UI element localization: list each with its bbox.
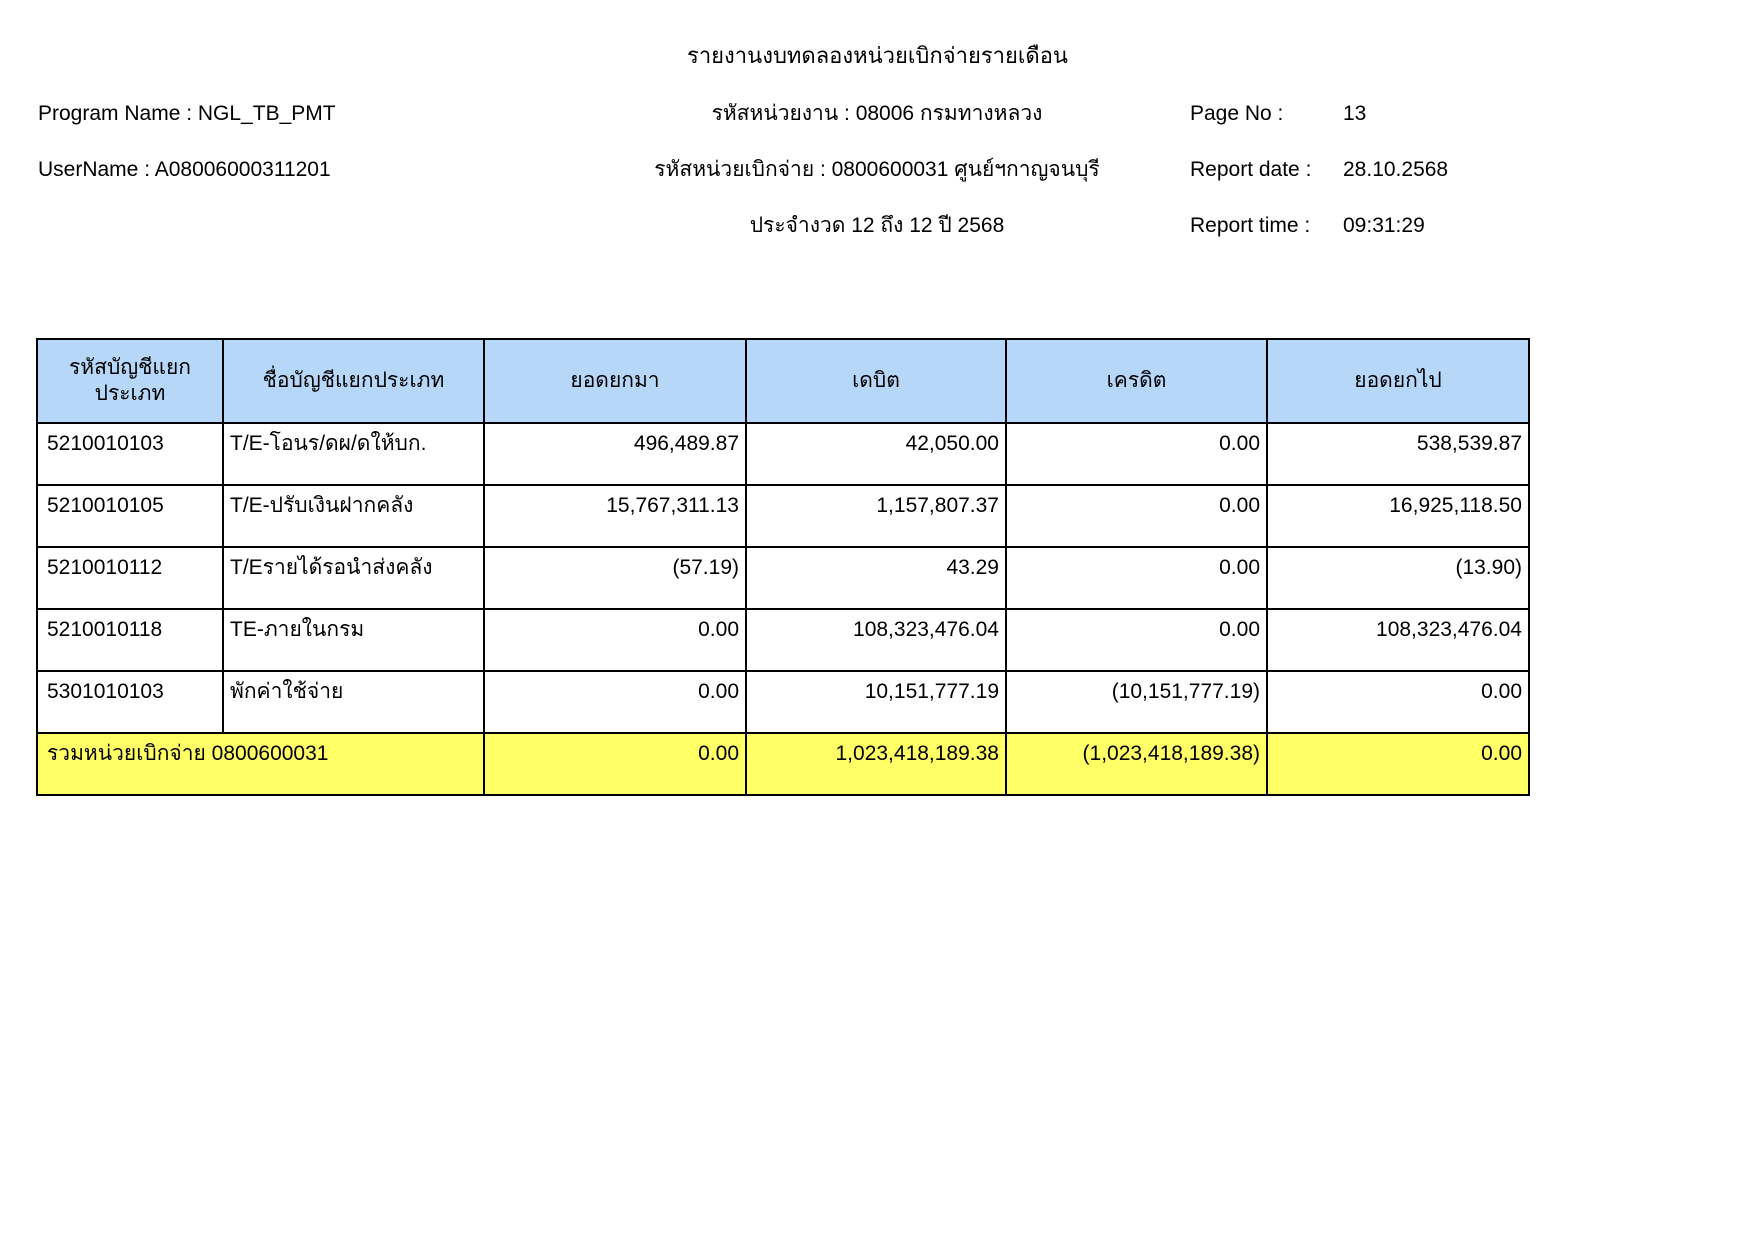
table-header-row xyxy=(37,339,1529,423)
column-header-credit: เครดิต xyxy=(1006,339,1267,423)
total-row xyxy=(37,733,1529,795)
carry-forward-cell: 16,925,118.50 xyxy=(1267,485,1529,547)
credit-cell: (10,151,777.19) xyxy=(1006,671,1267,733)
account-name-cell: T/Eรายได้รอนำส่งคลัง xyxy=(223,547,484,609)
account-name-cell: T/E-ปรับเงินฝากคลัง xyxy=(223,485,484,547)
column-header-debit: เดบิต xyxy=(746,339,1006,423)
brought-forward-cell: 496,489.87 xyxy=(484,423,746,485)
period-line: ประจำงวด 12 ถึง 12 ปี 2568 xyxy=(749,214,1005,237)
debit-cell: 108,323,476.04 xyxy=(746,609,1006,671)
agency-code-line: รหัสหน่วยงาน : 08006 กรมทางหลวง xyxy=(711,102,1043,125)
table-row xyxy=(37,609,1529,671)
account-name-cell: TE-ภายในกรม xyxy=(223,609,484,671)
page-no-value: 13 xyxy=(1343,102,1367,125)
page-no-label: Page No : xyxy=(1190,102,1284,125)
total-credit-cell: (1,023,418,189.38) xyxy=(1006,733,1267,795)
debit-cell: 1,157,807.37 xyxy=(746,485,1006,547)
trial-balance-table xyxy=(36,338,1530,796)
total-carry-forward-cell: 0.00 xyxy=(1267,733,1529,795)
program-name: Program Name : NGL_TB_PMT xyxy=(38,102,336,125)
total-debit-cell: 1,023,418,189.38 xyxy=(746,733,1006,795)
debit-cell: 10,151,777.19 xyxy=(746,671,1006,733)
total-brought-forward-cell: 0.00 xyxy=(484,733,746,795)
account-code-cell: 5210010103 xyxy=(37,423,223,485)
account-code-cell: 5301010103 xyxy=(37,671,223,733)
table-row xyxy=(37,423,1529,485)
report-date-value: 28.10.2568 xyxy=(1343,158,1449,181)
column-header-brought-forward: ยอดยกมา xyxy=(484,339,746,423)
report-time-label: Report time : xyxy=(1190,214,1311,237)
debit-cell: 43.29 xyxy=(746,547,1006,609)
account-code-cell: 5210010105 xyxy=(37,485,223,547)
column-header-carry-forward: ยอดยกไป xyxy=(1267,339,1529,423)
disbursement-unit-line: รหัสหน่วยเบิกจ่าย : 0800600031 ศูนย์ฯกาญจนบุรี xyxy=(654,158,1100,181)
carry-forward-cell: 538,539.87 xyxy=(1267,423,1529,485)
account-code-cell: 5210010112 xyxy=(37,547,223,609)
brought-forward-cell: 0.00 xyxy=(484,609,746,671)
credit-cell: 0.00 xyxy=(1006,609,1267,671)
debit-cell: 42,050.00 xyxy=(746,423,1006,485)
table-row xyxy=(37,547,1529,609)
account-name-cell: T/E-โอนร/ดผ/ดให้บก. xyxy=(223,423,484,485)
account-name-cell: พักค่าใช้จ่าย xyxy=(223,671,484,733)
carry-forward-cell: 0.00 xyxy=(1267,671,1529,733)
credit-cell: 0.00 xyxy=(1006,423,1267,485)
report-title: รายงานงบทดลองหน่วยเบิกจ่ายรายเดือน xyxy=(687,43,1068,68)
credit-cell: 0.00 xyxy=(1006,485,1267,547)
brought-forward-cell: (57.19) xyxy=(484,547,746,609)
report-date-label: Report date : xyxy=(1190,158,1312,181)
carry-forward-cell: (13.90) xyxy=(1267,547,1529,609)
report-time-value: 09:31:29 xyxy=(1343,214,1425,237)
trial-balance-table-container xyxy=(36,338,1530,796)
brought-forward-cell: 15,767,311.13 xyxy=(484,485,746,547)
account-code-cell: 5210010118 xyxy=(37,609,223,671)
credit-cell: 0.00 xyxy=(1006,547,1267,609)
total-label-cell: รวมหน่วยเบิกจ่าย 0800600031 xyxy=(37,733,484,795)
table-row xyxy=(37,485,1529,547)
carry-forward-cell: 108,323,476.04 xyxy=(1267,609,1529,671)
column-header-account-code: รหัสบัญชีแยกประเภท xyxy=(37,339,223,423)
column-header-account-name: ชื่อบัญชีแยกประเภท xyxy=(223,339,484,423)
brought-forward-cell: 0.00 xyxy=(484,671,746,733)
table-row xyxy=(37,671,1529,733)
user-name: UserName : A08006000311201 xyxy=(38,158,331,181)
